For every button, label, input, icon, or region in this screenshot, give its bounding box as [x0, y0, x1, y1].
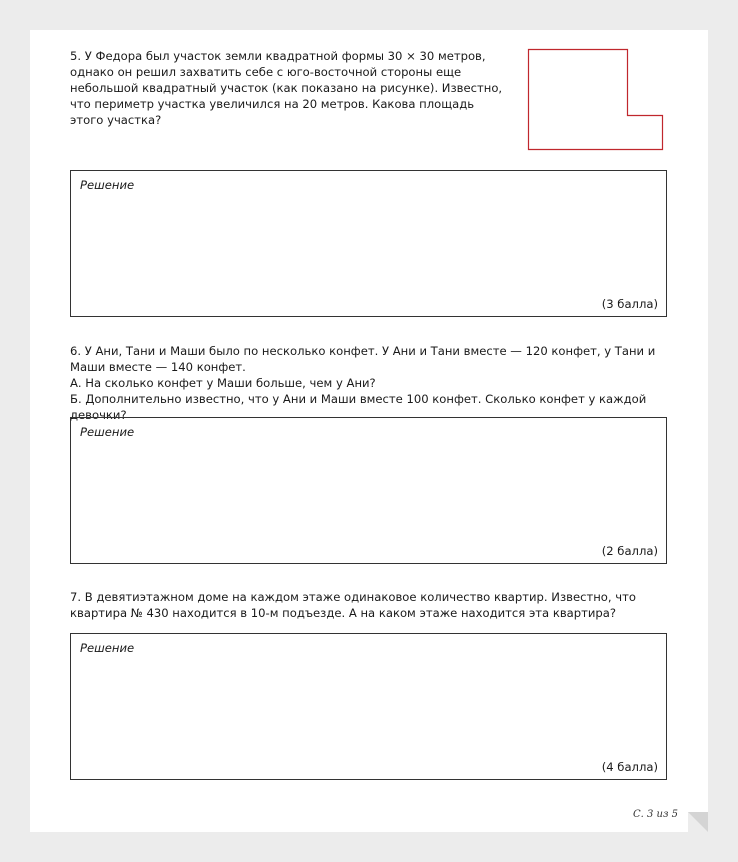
- answer-box-6[interactable]: [70, 417, 667, 564]
- answer-box-5[interactable]: [70, 170, 667, 317]
- question-6-part-a: А. На сколько конфет у Маши больше, чем у Ани?: [70, 376, 376, 390]
- page-corner-fold: [688, 812, 708, 832]
- plot-shape-figure: [527, 48, 667, 152]
- question-6-intro: 6. У Ани, Тани и Маши было по несколько конфет. У Ани и Тани вместе — 120 конфет, у Тани и Маши вместе — 140 конфет.: [70, 344, 656, 374]
- question-7-body: 7. В девятиэтажном доме на каждом этаже одинаковое количество квартир. Известно, что квартира № 430 находится в 10-м подъезде. А на каком этаже находится эта квартира?: [70, 590, 636, 620]
- points-label: (3 балла): [601, 297, 658, 311]
- worksheet-page: [30, 30, 708, 832]
- points-label: (4 балла): [601, 760, 658, 774]
- solution-label: Решение: [80, 425, 135, 439]
- answer-box-7[interactable]: [70, 633, 667, 780]
- plot-outline: [529, 50, 663, 150]
- question-7-text: [70, 589, 670, 621]
- question-5-body: 5. У Федора был участок земли квадратной формы 30 × 30 метров, однако он решил захватить себе с юго-восточной стороны еще небольшой квадратный участок (как показано на рисунке). Известно, что периметр участка увеличился на 20 метров. Какова площадь этого участка?: [70, 49, 503, 127]
- page-number: С. 3 из 5: [633, 809, 678, 820]
- question-5-text: [70, 48, 510, 128]
- solution-label: Решение: [80, 178, 135, 192]
- question-6-text: [70, 343, 670, 423]
- question-6-part-b: Б. Дополнительно известно, что у Ани и Маши вместе 100 конфет. Сколько конфет у каждой девочки?: [70, 392, 647, 422]
- solution-label: Решение: [80, 641, 135, 655]
- points-label: (2 балла): [601, 544, 658, 558]
